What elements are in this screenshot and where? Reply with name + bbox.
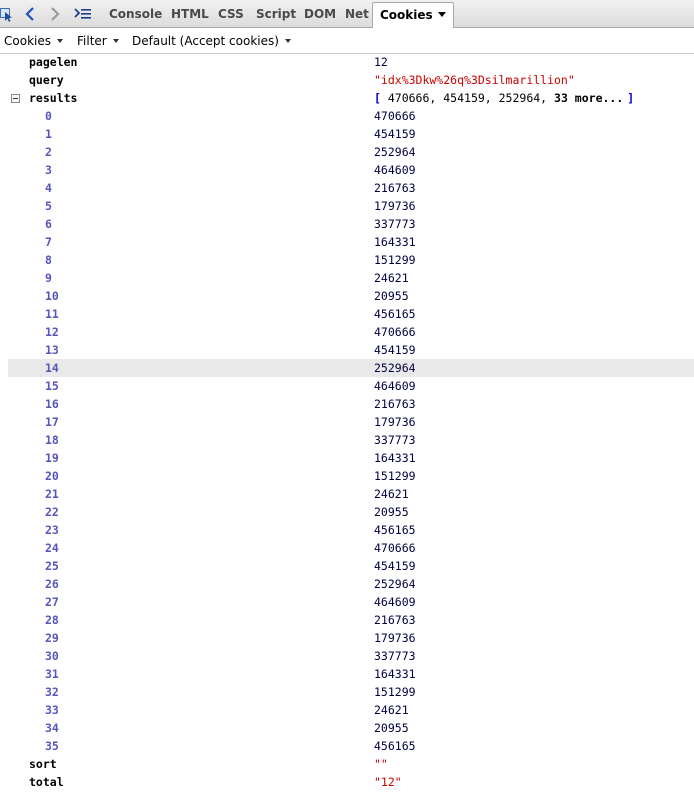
array-index: 34: [45, 721, 59, 735]
results-item-row[interactable]: [8, 251, 694, 269]
array-index: 5: [45, 199, 52, 213]
array-index: 35: [45, 739, 59, 753]
results-item-row[interactable]: [8, 665, 694, 683]
results-item-row[interactable]: [8, 539, 694, 557]
firebug-tab-bar: [0, 0, 694, 28]
array-open-bracket: [: [374, 91, 381, 105]
array-index: 21: [45, 487, 59, 501]
array-index: 26: [45, 577, 59, 591]
tab-css[interactable]: CSS: [218, 7, 244, 21]
results-item-row[interactable]: [8, 341, 694, 359]
cookies-menu-button[interactable]: [4, 32, 63, 50]
results-item-row[interactable]: [8, 431, 694, 449]
results-item-row[interactable]: [8, 125, 694, 143]
results-item-row[interactable]: [8, 359, 694, 377]
results-item-row[interactable]: [8, 701, 694, 719]
array-index: 9: [45, 271, 52, 285]
array-item-value: 252964: [374, 361, 416, 375]
default-policy-menu-button[interactable]: [132, 32, 291, 50]
tab-cookies-label: Cookies: [380, 8, 433, 22]
array-index: 27: [45, 595, 59, 609]
cookies-toolbar: [0, 28, 694, 54]
results-item-row[interactable]: [8, 449, 694, 467]
array-index: 10: [45, 289, 59, 303]
array-index: 6: [45, 217, 52, 231]
array-index: 33: [45, 703, 59, 717]
results-item-row[interactable]: [8, 215, 694, 233]
tab-console[interactable]: Console: [109, 7, 163, 21]
array-item-value: 164331: [374, 451, 416, 465]
results-item-row[interactable]: [8, 143, 694, 161]
array-index: 3: [45, 163, 52, 177]
array-item-value: 216763: [374, 181, 416, 195]
results-item-row[interactable]: [8, 647, 694, 665]
array-index: 17: [45, 415, 59, 429]
command-line-icon[interactable]: [73, 4, 93, 24]
array-item-value: 179736: [374, 199, 416, 213]
results-item-row[interactable]: [8, 683, 694, 701]
array-index: 8: [45, 253, 52, 267]
array-item-value: 464609: [374, 379, 416, 393]
array-index: 20: [45, 469, 59, 483]
array-item-value: 464609: [374, 163, 416, 177]
array-index: 28: [45, 613, 59, 627]
dropdown-caret-icon: [438, 12, 446, 17]
array-item-value: 24621: [374, 271, 409, 285]
property-name: total: [29, 775, 64, 789]
results-item-row[interactable]: [8, 161, 694, 179]
array-item-value: 20955: [374, 505, 409, 519]
property-name: results: [29, 91, 78, 105]
array-item-value: 24621: [374, 703, 409, 717]
array-index: 18: [45, 433, 59, 447]
array-index: 25: [45, 559, 59, 573]
array-index: 7: [45, 235, 52, 249]
results-item-row[interactable]: [8, 467, 694, 485]
property-row-total[interactable]: [8, 773, 694, 791]
filter-menu-label: Filter: [77, 34, 107, 48]
collapse-toggle-icon[interactable]: [11, 94, 20, 103]
array-preview: [374, 89, 634, 107]
results-item-row[interactable]: [8, 287, 694, 305]
array-index: 30: [45, 649, 59, 663]
array-item-value: 20955: [374, 289, 409, 303]
array-index: 22: [45, 505, 59, 519]
results-item-row[interactable]: [8, 557, 694, 575]
results-item-row[interactable]: [8, 305, 694, 323]
results-item-row[interactable]: [8, 737, 694, 755]
property-value: "": [374, 757, 388, 771]
array-item-value: 20955: [374, 721, 409, 735]
array-index: 0: [45, 109, 52, 123]
tab-script[interactable]: Script: [256, 7, 297, 21]
array-item-value: 164331: [374, 667, 416, 681]
array-item-value: 216763: [374, 613, 416, 627]
default-policy-menu-label: Default (Accept cookies): [132, 34, 279, 48]
cookies-menu-label: Cookies: [4, 34, 51, 48]
array-item-value: 337773: [374, 433, 416, 447]
tab-dom[interactable]: DOM: [304, 7, 337, 21]
array-item-value: 454159: [374, 343, 416, 357]
array-item-value: 179736: [374, 415, 416, 429]
tab-cookies[interactable]: [372, 2, 454, 29]
tab-html[interactable]: HTML: [171, 7, 209, 21]
chevron-down-icon: [113, 39, 119, 43]
array-item-value: 454159: [374, 127, 416, 141]
tab-net[interactable]: Net: [345, 7, 369, 21]
chevron-down-icon: [285, 39, 291, 43]
array-index: 16: [45, 397, 59, 411]
property-row-results[interactable]: [8, 89, 694, 107]
array-item-value: 252964: [374, 145, 416, 159]
dom-property-panel: [0, 54, 694, 794]
array-item-value: 337773: [374, 217, 416, 231]
results-item-row[interactable]: [8, 107, 694, 125]
inspect-icon[interactable]: [0, 4, 14, 24]
array-index: 4: [45, 181, 52, 195]
results-item-row[interactable]: [8, 503, 694, 521]
results-item-row[interactable]: [8, 413, 694, 431]
array-more-link[interactable]: 33 more...: [554, 91, 624, 105]
array-item-value: 456165: [374, 739, 416, 753]
property-name: query: [29, 73, 64, 87]
array-item-value: 456165: [374, 307, 416, 321]
array-index: 11: [45, 307, 59, 321]
array-item-value: 470666: [374, 109, 416, 123]
back-icon[interactable]: [22, 4, 38, 24]
forward-icon[interactable]: [47, 4, 63, 24]
array-index: 24: [45, 541, 59, 555]
results-item-row[interactable]: [8, 269, 694, 287]
results-item-row[interactable]: [8, 377, 694, 395]
results-item-row[interactable]: [8, 629, 694, 647]
array-preview-values: 470666, 454159, 252964,: [380, 91, 555, 105]
results-item-row[interactable]: [8, 575, 694, 593]
array-item-value: 454159: [374, 559, 416, 573]
results-item-row[interactable]: [8, 179, 694, 197]
results-item-row[interactable]: [8, 395, 694, 413]
array-index: 32: [45, 685, 59, 699]
property-row-sort[interactable]: [8, 755, 694, 773]
results-item-row[interactable]: [8, 611, 694, 629]
array-item-value: 337773: [374, 649, 416, 663]
results-item-row[interactable]: [8, 323, 694, 341]
array-index: 19: [45, 451, 59, 465]
array-index: 12: [45, 325, 59, 339]
array-item-value: 470666: [374, 541, 416, 555]
array-item-value: 252964: [374, 577, 416, 591]
property-name: sort: [29, 757, 57, 771]
array-item-value: 164331: [374, 235, 416, 249]
property-row-pagelen[interactable]: [8, 54, 694, 71]
property-name: pagelen: [29, 55, 78, 69]
array-item-value: 470666: [374, 325, 416, 339]
array-index: 1: [45, 127, 52, 141]
results-item-row[interactable]: [8, 593, 694, 611]
results-item-row[interactable]: [8, 521, 694, 539]
array-index: 31: [45, 667, 59, 681]
property-row-query[interactable]: [8, 71, 694, 89]
array-index: 2: [45, 145, 52, 159]
array-item-value: 151299: [374, 253, 416, 267]
array-close-bracket: ]: [627, 91, 635, 105]
array-index: 14: [45, 361, 59, 375]
filter-menu-button[interactable]: [77, 32, 119, 50]
array-index: 15: [45, 379, 59, 393]
results-item-row[interactable]: [8, 233, 694, 251]
property-value: 12: [374, 55, 388, 69]
property-value: "idx%3Dkw%26q%3Dsilmarillion": [374, 73, 575, 87]
array-item-value: 24621: [374, 487, 409, 501]
array-item-value: 456165: [374, 523, 416, 537]
array-item-value: 151299: [374, 469, 416, 483]
results-item-row[interactable]: [8, 719, 694, 737]
array-index: 23: [45, 523, 59, 537]
array-item-value: 179736: [374, 631, 416, 645]
chevron-down-icon: [57, 39, 63, 43]
results-item-row[interactable]: [8, 485, 694, 503]
array-item-value: 151299: [374, 685, 416, 699]
array-index: 13: [45, 343, 59, 357]
property-value: "12": [374, 775, 402, 789]
array-item-value: 464609: [374, 595, 416, 609]
results-item-row[interactable]: [8, 197, 694, 215]
array-item-value: 216763: [374, 397, 416, 411]
array-index: 29: [45, 631, 59, 645]
